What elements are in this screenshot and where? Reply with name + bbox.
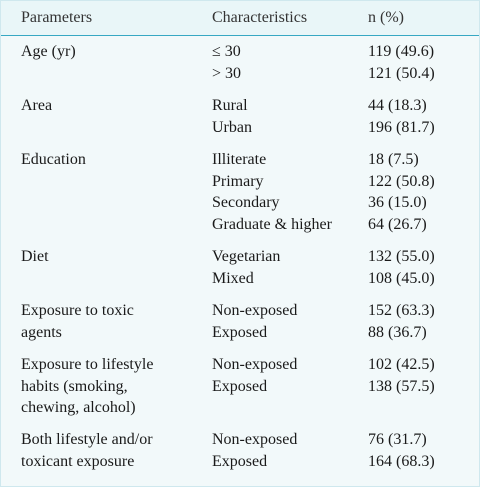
row-value: 76 (31.7) xyxy=(368,431,427,448)
row-value: 36 (15.0) xyxy=(368,194,427,211)
row-characteristic-cell xyxy=(212,95,252,138)
row-value: 164 (68.3) xyxy=(368,452,435,470)
row-parameter-cell xyxy=(21,149,86,171)
row-characteristic: Exposed xyxy=(212,323,268,341)
row-parameter: Exposure to toxic xyxy=(21,302,134,319)
row-parameter: toxicant exposure xyxy=(21,452,135,470)
row-value-cell xyxy=(368,41,435,84)
row-parameter: chewing, alcohol) xyxy=(21,399,136,416)
row-characteristic-cell xyxy=(212,300,297,343)
row-characteristic-cell xyxy=(212,41,241,84)
row-parameter-cell xyxy=(21,246,49,268)
header-parameters: Parameters xyxy=(21,9,93,26)
row-value: 18 (7.5) xyxy=(368,151,419,168)
row-characteristic-cell xyxy=(212,246,280,289)
row-value: 196 (81.7) xyxy=(368,118,435,136)
row-characteristic: Exposed xyxy=(212,452,268,470)
row-parameter: agents xyxy=(21,323,62,341)
row-parameter-cell xyxy=(21,354,153,419)
header-characteristics: Characteristics xyxy=(212,9,308,26)
row-value: 102 (42.5) xyxy=(368,356,435,373)
row-characteristic: Non-exposed xyxy=(212,356,298,373)
row-value-cell xyxy=(368,95,435,138)
row-value: 108 (45.0) xyxy=(368,269,435,287)
row-value: 122 (50.8) xyxy=(368,172,435,190)
row-characteristic: Non-exposed xyxy=(212,431,298,448)
row-parameter: Diet xyxy=(21,248,49,265)
row-value-cell xyxy=(368,300,435,343)
row-characteristic: Exposed xyxy=(212,377,268,395)
header-n-percent: n (%) xyxy=(368,9,404,26)
row-characteristic: > 30 xyxy=(212,64,242,82)
table-header-row xyxy=(1,1,479,36)
row-value: 64 (26.7) xyxy=(368,215,427,233)
row-value-cell xyxy=(368,429,435,472)
row-characteristic-cell xyxy=(212,429,297,472)
row-characteristic: Non-exposed xyxy=(212,302,298,319)
row-value: 152 (63.3) xyxy=(368,302,435,319)
row-value: 138 (57.5) xyxy=(368,377,435,395)
row-characteristic: Rural xyxy=(212,97,248,114)
row-characteristic: Secondary xyxy=(212,194,280,211)
row-characteristic: Illiterate xyxy=(212,151,267,168)
row-value: 88 (36.7) xyxy=(368,323,427,341)
row-value: 121 (50.4) xyxy=(368,64,435,82)
row-characteristic: Primary xyxy=(212,172,264,190)
row-value-cell xyxy=(368,246,435,289)
row-parameter-cell xyxy=(21,95,52,117)
row-value: 44 (18.3) xyxy=(368,97,427,114)
row-parameter-cell xyxy=(21,429,153,472)
row-characteristic-cell xyxy=(212,149,332,235)
row-characteristic: Vegetarian xyxy=(212,248,281,265)
row-characteristic: ≤ 30 xyxy=(212,43,241,60)
row-value-cell xyxy=(368,149,435,235)
row-value: 132 (55.0) xyxy=(368,248,435,265)
row-characteristic: Mixed xyxy=(212,269,254,287)
row-parameter: Both lifestyle and/or xyxy=(21,431,153,448)
row-parameter: habits (smoking, xyxy=(21,377,128,395)
row-parameter: Education xyxy=(21,151,86,168)
row-characteristic-cell xyxy=(212,354,297,397)
row-parameter: Area xyxy=(21,97,53,114)
row-parameter: Age (yr) xyxy=(21,43,76,60)
row-value: 119 (49.6) xyxy=(368,43,435,60)
row-parameter-cell xyxy=(21,41,76,63)
row-parameter-cell xyxy=(21,300,134,343)
row-parameter: Exposure to lifestyle xyxy=(21,356,154,373)
row-characteristic: Urban xyxy=(212,118,252,136)
row-characteristic: Graduate & higher xyxy=(212,215,332,233)
row-value-cell xyxy=(368,354,435,397)
